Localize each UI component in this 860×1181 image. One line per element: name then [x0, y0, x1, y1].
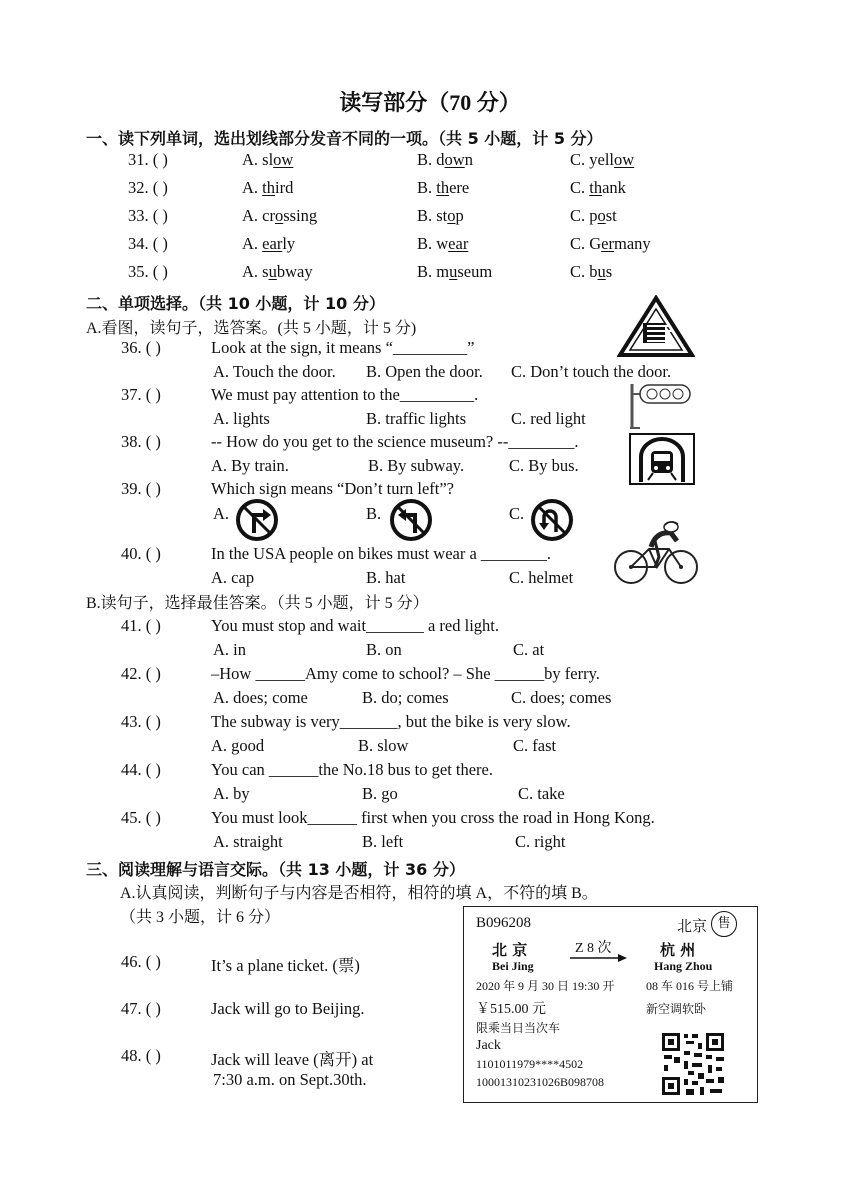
word-part: bway	[276, 262, 313, 281]
question-31-number: 31. ( )	[128, 150, 168, 169]
section-1-heading: 一、读下列单词，选出划线部分发音不同的一项。（共 5 小题，计 5 分）	[86, 129, 603, 148]
question-35-option-b	[417, 262, 492, 282]
question-36-option-b: B. Open the door.	[366, 362, 483, 381]
underlined-part: o	[597, 206, 606, 225]
question-46-text: It’s a plane ticket. (票)	[211, 956, 360, 975]
question-36-text: Look at the sign, it means “_________”	[211, 338, 475, 357]
question-48-text-line2: 7:30 a.m. on Sept.30th.	[213, 1070, 367, 1089]
word-part: C. b	[570, 262, 598, 281]
question-34-option-b	[417, 234, 468, 254]
question-31-option-a	[242, 150, 293, 170]
do-not-touch-sign-icon	[617, 295, 695, 359]
word-part: ird	[275, 178, 294, 197]
ticket-to-en: Hang Zhou	[654, 959, 713, 973]
word-part: seum	[457, 262, 493, 281]
question-48-number: 48. ( )	[121, 1046, 161, 1065]
question-33-option-a	[242, 206, 317, 226]
question-41-text: You must stop and wait_______ a red light.	[211, 616, 499, 635]
question-47-text: Jack will go to Beijing.	[211, 999, 365, 1018]
section-2b-heading: B.读句子，选择最佳答案。（共 5 小题，计 5 分）	[86, 595, 429, 612]
question-48-text: Jack will leave (离开) at	[211, 1050, 374, 1069]
underlined-part: ow	[614, 150, 635, 169]
sold-stamp: 售	[711, 911, 737, 937]
word-part: A. cr	[242, 206, 275, 225]
word-part: B. m	[417, 262, 450, 281]
question-45-option-c: C. right	[515, 832, 566, 851]
question-31-option-c	[570, 150, 634, 170]
direction-arrow-icon	[570, 953, 628, 963]
question-45-option-b: B. left	[362, 832, 404, 851]
question-38-option-b: B. By subway.	[368, 456, 465, 475]
word-part: B. st	[417, 206, 448, 225]
question-42-option-a: A. does; come	[213, 688, 308, 707]
underlined-part: u	[597, 262, 606, 281]
word-part: ank	[602, 178, 626, 197]
question-39-option-a: A.	[213, 504, 230, 523]
question-37-option-b: B. traffic lights	[366, 409, 467, 428]
question-36-option-c: C. Don’t touch the door.	[511, 362, 672, 381]
question-37-option-c: C. red light	[511, 409, 586, 428]
question-40-option-b: B. hat	[366, 568, 406, 587]
question-45-option-a: A. straight	[213, 832, 283, 851]
question-45-number: 45. ( )	[121, 808, 161, 827]
underlined-part: th	[589, 178, 603, 197]
question-42-number: 42. ( )	[121, 664, 161, 683]
ticket-from-cn: 北 京	[492, 941, 528, 959]
train-ticket	[463, 906, 758, 1103]
question-40-number: 40. ( )	[121, 544, 161, 563]
underlined-part: ear	[448, 234, 469, 253]
question-42-option-c: C. does; comes	[511, 688, 612, 707]
question-31-option-b	[417, 150, 473, 170]
question-36-number: 36. ( )	[121, 338, 161, 357]
word-part: ssing	[283, 206, 318, 225]
word-part: A. sl	[242, 150, 274, 169]
section-3a-points: （共 3 小题，计 6 分）	[120, 909, 281, 926]
question-42-text: –How ______Amy come to school? – She ______by ferry.	[211, 664, 600, 683]
word-part: s	[605, 262, 613, 281]
ticket-office: 北京	[677, 917, 708, 935]
question-47-number: 47. ( )	[121, 999, 161, 1018]
word-part: st	[605, 206, 617, 225]
traffic-lights-icon	[626, 380, 694, 430]
subway-sign-icon	[629, 433, 695, 485]
question-43-number: 43. ( )	[121, 712, 161, 731]
word-part: B. w	[417, 234, 449, 253]
question-44-option-c: C. take	[518, 784, 565, 803]
question-36-option-a: A. Touch the door.	[213, 362, 336, 381]
question-43-option-a: A. good	[211, 736, 265, 755]
question-44-text: You can ______the No.18 bus to get there.	[211, 760, 493, 779]
section-3a-heading: A.认真阅读，判断句子与内容是否相符，相符的填 A，不符的填 B。	[120, 885, 598, 902]
question-35-option-c	[570, 262, 612, 282]
underlined-part: ear	[262, 234, 283, 253]
question-33-option-b	[417, 206, 464, 226]
question-39-option-b: B.	[366, 504, 382, 523]
underlined-part: o	[447, 206, 456, 225]
question-44-option-b: B. go	[362, 784, 398, 803]
underlined-part: th	[262, 178, 276, 197]
ticket-train-number: Z 8 次	[575, 941, 612, 956]
word-part: A.	[242, 178, 263, 197]
question-37-number: 37. ( )	[121, 385, 161, 404]
question-33-number: 33. ( )	[128, 206, 168, 225]
question-39-number: 39. ( )	[121, 479, 161, 498]
question-32-option-b	[417, 178, 469, 198]
question-38-text: -- How do you get to the science museum? --________.	[211, 432, 579, 451]
question-41-number: 41. ( )	[121, 616, 161, 635]
question-34-option-a	[242, 234, 295, 254]
underlined-part: u	[449, 262, 458, 281]
underlined-part: th	[436, 178, 450, 197]
question-39-option-c: C.	[509, 504, 525, 523]
section-3-heading: 三、阅读理解与语言交际。（共 13 小题，计 36 分）	[86, 860, 465, 879]
question-41-option-a: A. in	[213, 640, 246, 659]
question-33-option-c	[570, 206, 617, 226]
question-37-option-a: A. lights	[213, 409, 270, 428]
cyclist-with-helmet-icon	[611, 517, 703, 587]
word-part: C.	[570, 178, 590, 197]
underlined-part: u	[268, 262, 277, 281]
underlined-part: ow	[444, 150, 465, 169]
word-part: C. p	[570, 206, 598, 225]
question-39-text: Which sign means “Don’t turn left”?	[211, 479, 454, 498]
question-32-number: 32. ( )	[128, 178, 168, 197]
question-44-option-a: A. by	[213, 784, 250, 803]
word-part: many	[614, 234, 651, 253]
question-34-option-c	[570, 234, 651, 254]
no-u-turn-sign-icon	[528, 499, 576, 541]
ticket-note: 限乘当日当次车	[476, 1021, 561, 1035]
question-38-option-c: C. By bus.	[509, 456, 579, 475]
word-part: ly	[282, 234, 296, 253]
question-40-option-c: C. helmet	[509, 568, 574, 587]
question-40-option-a: A. cap	[211, 568, 255, 587]
ticket-from-en: Bei Jing	[492, 959, 534, 973]
underlined-part: o	[274, 206, 284, 225]
word-part: A. s	[242, 262, 269, 281]
question-38-option-a: A. By train.	[211, 456, 289, 475]
no-left-turn-sign-icon	[388, 499, 434, 541]
question-32-option-c	[570, 178, 626, 198]
word-part: C. yell	[570, 150, 614, 169]
ticket-class: 新空调软卧	[646, 1002, 707, 1016]
question-44-number: 44. ( )	[121, 760, 161, 779]
ticket-seat: 08 车 016 号上铺	[646, 979, 734, 993]
question-34-number: 34. ( )	[128, 234, 168, 253]
question-37-text: We must pay attention to the_________.	[211, 385, 479, 404]
question-46-number: 46. ( )	[121, 952, 161, 971]
ticket-to-cn: 杭 州	[660, 941, 696, 959]
qr-code-icon	[660, 1031, 726, 1097]
ticket-datetime: 2020 年 9 月 30 日 19:30 开	[476, 979, 615, 993]
question-35-option-a	[242, 262, 313, 282]
question-41-option-c: C. at	[513, 640, 545, 659]
ticket-code: B096208	[476, 915, 532, 931]
question-43-text: The subway is very_______, but the bike is very slow.	[211, 712, 571, 731]
word-part: p	[455, 206, 464, 225]
ticket-passenger-name: Jack	[476, 1038, 501, 1053]
word-part: C. G	[570, 234, 602, 253]
question-45-text: You must look______ first when you cross the road in Hong Kong.	[211, 808, 655, 827]
underlined-part: er	[601, 234, 614, 253]
question-43-option-c: C. fast	[513, 736, 557, 755]
word-part: B.	[417, 178, 437, 197]
word-part: ere	[449, 178, 470, 197]
page-title: 读写部分（70 分）	[339, 90, 521, 115]
question-42-option-b: B. do; comes	[362, 688, 449, 707]
question-38-number: 38. ( )	[121, 432, 161, 451]
underlined-part: ow	[273, 150, 294, 169]
no-right-turn-sign-icon	[234, 499, 280, 541]
ticket-price: ￥515.00 元	[476, 1002, 546, 1017]
section-2a-heading: A.看图，读句子，选答案。(共 5 小题，计 5 分)	[86, 320, 417, 337]
ticket-serial: 10001310231026B098708	[476, 1075, 605, 1089]
word-part: B. d	[417, 150, 445, 169]
question-35-number: 35. ( )	[128, 262, 168, 281]
ticket-id-number: 1101011979****4502	[476, 1057, 584, 1071]
word-part: A.	[242, 234, 263, 253]
question-41-option-b: B. on	[366, 640, 402, 659]
question-40-text: In the USA people on bikes must wear a ________.	[211, 544, 552, 563]
question-43-option-b: B. slow	[358, 736, 409, 755]
section-2-heading: 二、单项选择。（共 10 小题，计 10 分）	[86, 294, 385, 313]
word-part: n	[464, 150, 473, 169]
question-32-option-a	[242, 178, 293, 198]
